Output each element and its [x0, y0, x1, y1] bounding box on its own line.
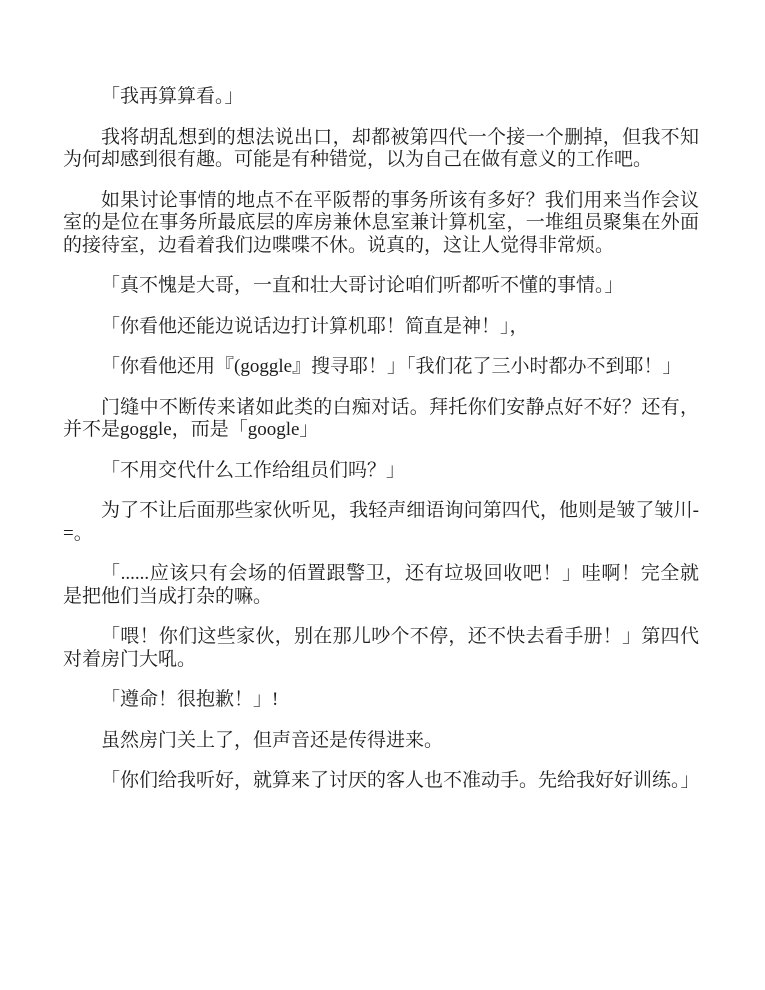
paragraph-7: 门缝中不断传来诸如此类的白痴对话。拜托你们安静点好不好？还有，并不是goggle，而是「google」	[63, 396, 699, 440]
paragraph-4: 「真不愧是大哥，一直和壮大哥讨论咱们听都听不懂的事情。」	[101, 275, 624, 296]
text-block	[63, 86, 699, 811]
paragraph-2: 我将胡乱想到的想法说出口，却都被第四代一个接一个删掉，但我不知为何却感到很有趣。可能是有种错觉，以为自己在做有意义的工作吧。	[63, 126, 699, 170]
paragraph-11: 「喂！你们这些家伙，别在那儿吵个不停，还不快去看手册！」第四代对着房门大吼。	[63, 626, 699, 670]
paragraph-6: 「你看他还用『(goggle』搜寻耶！」「我们花了三小时都办不到耶！」	[101, 356, 682, 377]
paragraph-9: 为了不让后面那些家伙听见，我轻声细语询问第四代，他则是皱了皱川-=。	[63, 500, 699, 544]
paragraph-1: 「我再算算看。」	[101, 86, 244, 107]
paragraph-10: 「......应该只有会场的佰置跟警卫，还有垃圾回收吧！」哇啊！完全就是把他们当成打杂的嘛。	[63, 563, 699, 607]
paragraph-5: 「你看他还能边说话边打计算机耶！简直是神！」，	[101, 315, 529, 337]
paragraph-8: 「不用交代什么工作给组员们吗？」	[101, 459, 406, 481]
paragraph-3: 如果讨论事情的地点不在平阪帮的事务所该有多好？我们用来当作会议室的是位在事务所最底层的库房兼休息室兼计算机室，一堆组员聚集在外面的接待室，边看着我们边喋喋不休。说真的，这让人觉得非常烦。	[63, 189, 699, 256]
paragraph-13: 虽然房门关上了，但声音还是传得进来。	[101, 729, 444, 751]
paragraph-14: 「你们给我听好，就算来了讨厌的客人也不准动手。先给我好好训练。」	[101, 770, 700, 791]
paragraph-12: 「遵命！很抱歉！」!	[101, 689, 279, 710]
